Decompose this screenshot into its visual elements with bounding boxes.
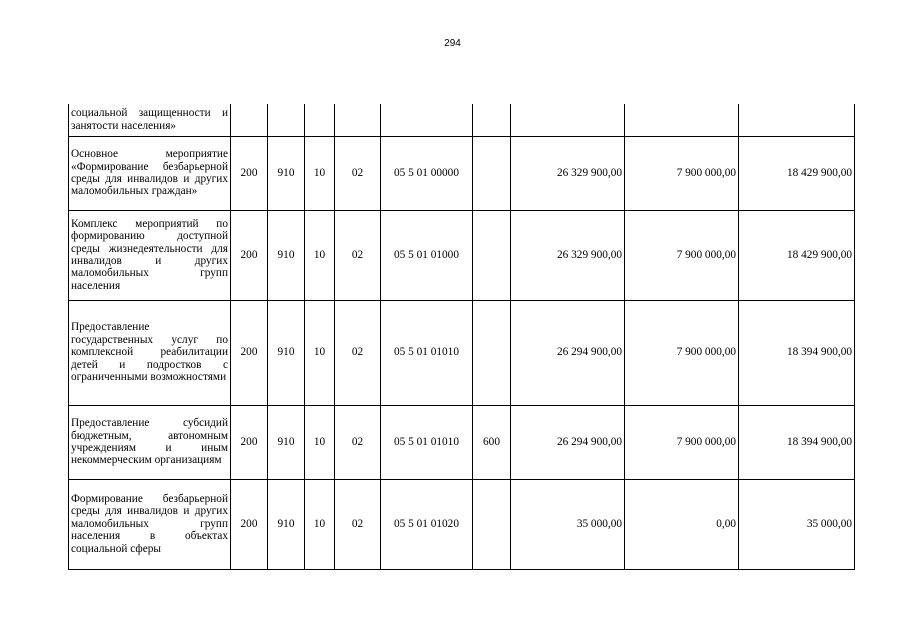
cell-code-4: 02 — [335, 210, 381, 300]
cell-value-1 — [511, 104, 625, 136]
cell-value-1: 26 329 900,00 — [511, 136, 625, 210]
cell-value-1: 26 329 900,00 — [511, 210, 625, 300]
cell-code-2: 910 — [268, 136, 305, 210]
cell-code-1 — [231, 104, 268, 136]
cell-code-3: 10 — [305, 479, 335, 569]
cell-code-6 — [473, 136, 511, 210]
cell-code-4: 02 — [335, 136, 381, 210]
table-row — [69, 210, 855, 300]
row-name: Комплекс мероприятий по формированию доступной среды жизнедеятельности для инвалидов и других маломобильных групп населения — [69, 210, 231, 300]
cell-value-3: 35 000,00 — [739, 479, 855, 569]
row-name: Предоставление государственных услуг по комплексной реабилитации детей и подростков с ограниченными возможностями — [69, 300, 231, 405]
cell-value-1: 26 294 900,00 — [511, 405, 625, 479]
cell-code-5: 05 5 01 00000 — [381, 136, 473, 210]
cell-code-5: 05 5 01 01010 — [381, 405, 473, 479]
cell-value-2: 0,00 — [625, 479, 739, 569]
cell-code-3: 10 — [305, 405, 335, 479]
cell-value-2 — [625, 104, 739, 136]
cell-code-3: 10 — [305, 210, 335, 300]
cell-code-2: 910 — [268, 210, 305, 300]
row-name: Предоставление субсидий бюджетным, автономным учреждениям и иным некоммерческим организациям — [69, 405, 231, 479]
cell-value-2: 7 900 000,00 — [625, 300, 739, 405]
cell-code-6: 600 — [473, 405, 511, 479]
cell-value-2: 7 900 000,00 — [625, 405, 739, 479]
cell-code-5: 05 5 01 01000 — [381, 210, 473, 300]
cell-code-1: 200 — [231, 479, 268, 569]
cell-code-3: 10 — [305, 300, 335, 405]
cell-code-4: 02 — [335, 300, 381, 405]
cell-value-3: 18 429 900,00 — [739, 210, 855, 300]
cell-code-1: 200 — [231, 210, 268, 300]
cell-value-3: 18 394 900,00 — [739, 300, 855, 405]
cell-value-3: 18 429 900,00 — [739, 136, 855, 210]
table-row — [69, 405, 855, 479]
cell-code-4 — [335, 104, 381, 136]
cell-code-2: 910 — [268, 300, 305, 405]
cell-value-1: 26 294 900,00 — [511, 300, 625, 405]
table-row — [69, 104, 855, 136]
cell-code-1: 200 — [231, 300, 268, 405]
budget-table — [68, 104, 855, 570]
cell-code-3 — [305, 104, 335, 136]
cell-value-2: 7 900 000,00 — [625, 210, 739, 300]
row-name: социальной защищенности и занятости населения» — [69, 104, 231, 136]
cell-value-3 — [739, 104, 855, 136]
cell-value-3: 18 394 900,00 — [739, 405, 855, 479]
cell-code-5 — [381, 104, 473, 136]
cell-code-3: 10 — [305, 136, 335, 210]
cell-code-4: 02 — [335, 479, 381, 569]
cell-code-6 — [473, 104, 511, 136]
page-number: 294 — [444, 38, 461, 49]
cell-code-2: 910 — [268, 405, 305, 479]
row-name: Основное мероприятие «Формирование безбарьерной среды для инвалидов и других маломобильных граждан» — [69, 136, 231, 210]
cell-value-1: 35 000,00 — [511, 479, 625, 569]
cell-code-1: 200 — [231, 405, 268, 479]
table-row — [69, 136, 855, 210]
row-name: Формирование безбарьерной среды для инвалидов и других маломобильных групп населения в объектах социальной сферы — [69, 479, 231, 569]
cell-code-1: 200 — [231, 136, 268, 210]
cell-code-4: 02 — [335, 405, 381, 479]
cell-value-2: 7 900 000,00 — [625, 136, 739, 210]
cell-code-6 — [473, 210, 511, 300]
cell-code-2: 910 — [268, 479, 305, 569]
cell-code-6 — [473, 479, 511, 569]
cell-code-5: 05 5 01 01020 — [381, 479, 473, 569]
cell-code-2 — [268, 104, 305, 136]
table-row — [69, 479, 855, 569]
cell-code-5: 05 5 01 01010 — [381, 300, 473, 405]
cell-code-6 — [473, 300, 511, 405]
table-row — [69, 300, 855, 405]
